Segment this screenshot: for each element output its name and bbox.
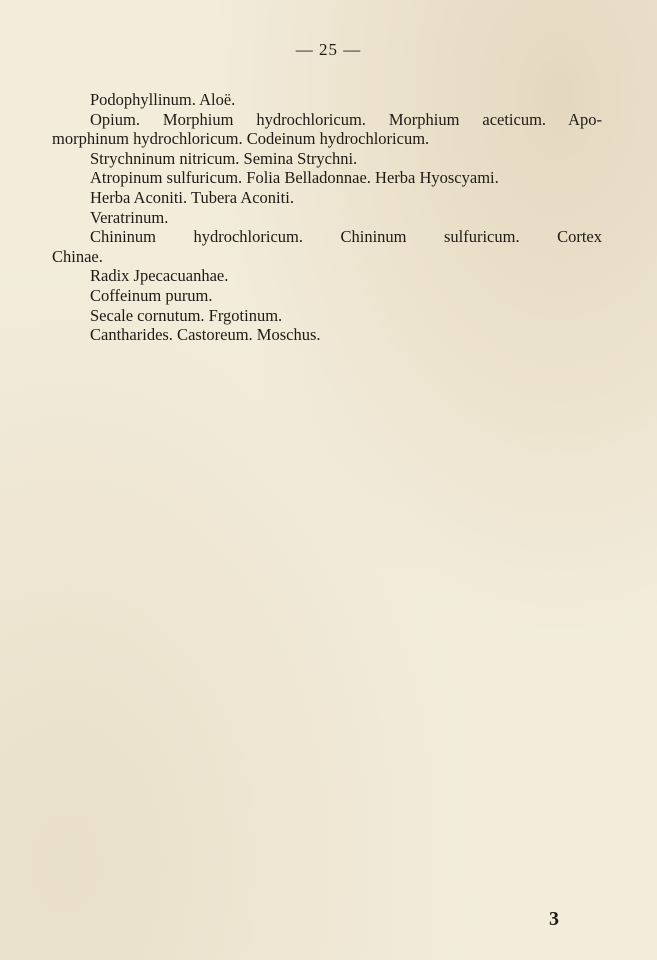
list-line: Strychninum nitricum. Semina Strychni. [90,148,358,168]
list-line: morphinum hydrochloricum. Codeinum hydrochloricum. [52,129,430,149]
list-line: Radix Jpecacuanhae. [90,266,229,286]
show-through-decoration [30,352,630,374]
list-line: Veratrinum. [90,207,169,227]
list-line: Secale cornutum. Frgotinum. [90,305,283,325]
list-line: Chinae. [52,246,103,266]
list-line: Herba Aconiti. Tubera Aconiti. [90,187,294,207]
list-line: Coffeinum purum. [90,285,213,305]
list-line: Podophyllinum. Aloë. [90,90,236,109]
list-line: Atropinum sulfuricum. Folia Belladonnae. Herba Hyoscyami. [90,168,499,188]
page-number: — 25 — [295,40,362,59]
drug-list [52,90,602,345]
signature-mark: 3 [549,908,559,930]
list-line: Chininum hydrochloricum. Chininum sulfuricum. Cortex [90,227,602,247]
list-line: Opium. Morphium hydrochloricum. Morphium aceticum. Apo- [90,109,602,129]
list-line: Cantharides. Castoreum. Moschus. [90,325,321,345]
